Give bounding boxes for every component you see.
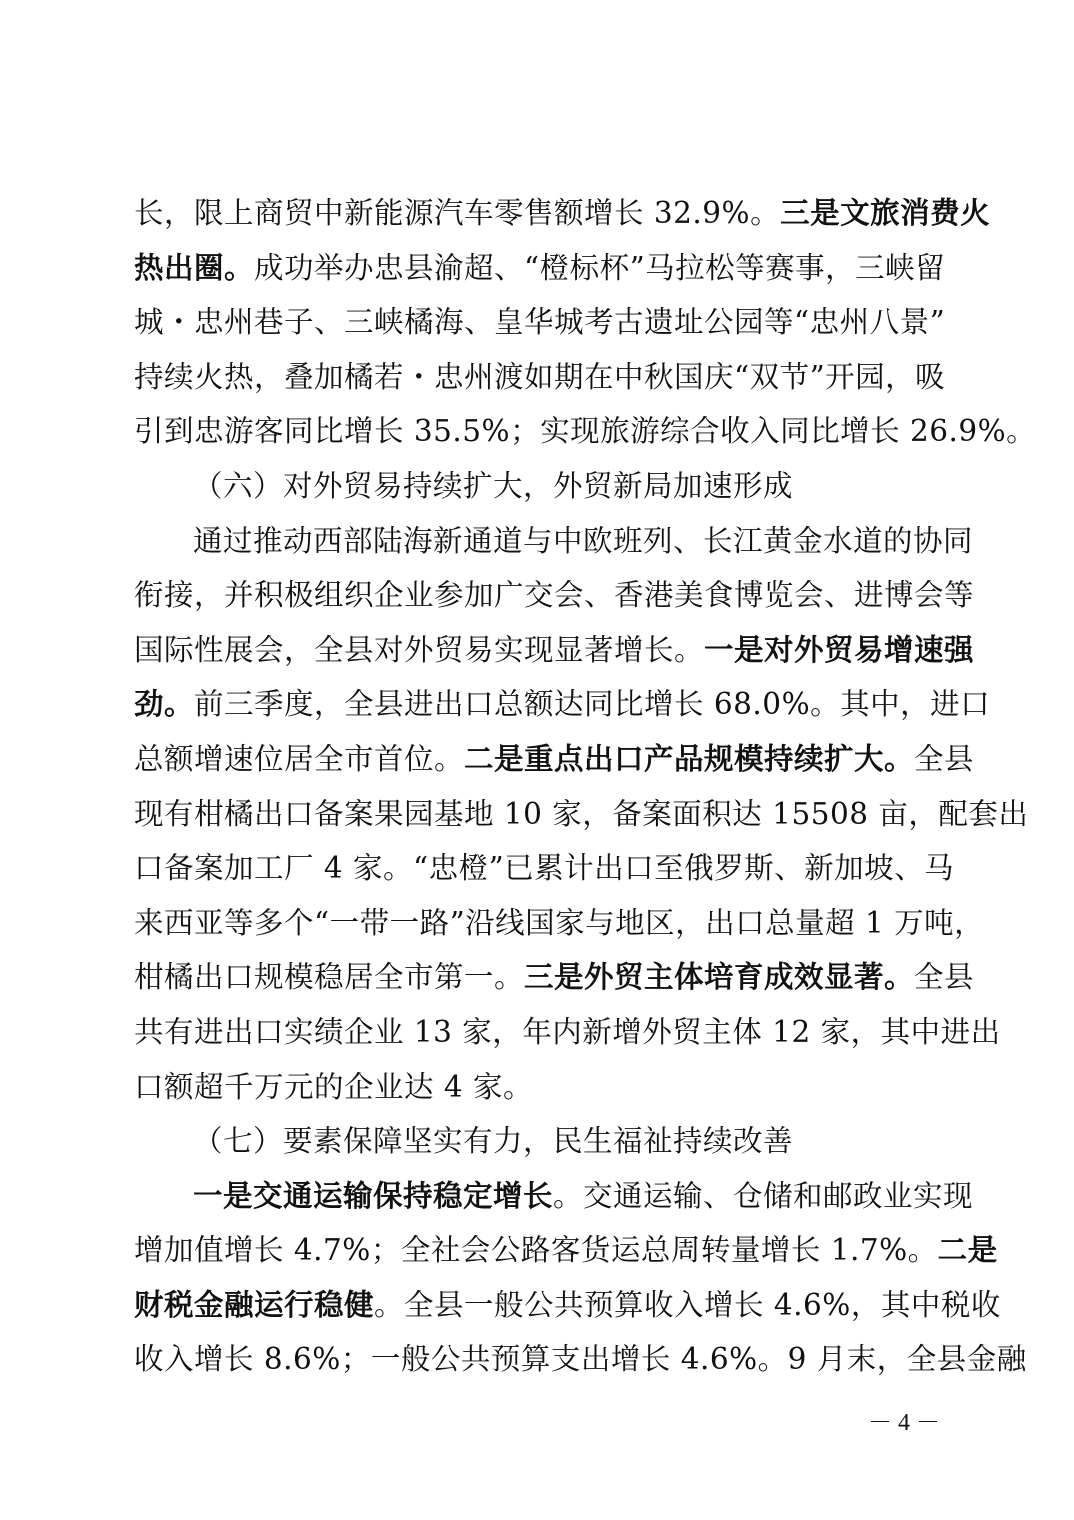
body-text	[134, 186, 1037, 1387]
paragraph-line	[134, 1278, 1001, 1333]
text: 持续火热，叠加橘若・忠州渡如期在中秋国庆“双节”开园，吸	[134, 359, 946, 394]
paragraph-line	[134, 295, 946, 350]
paragraph-line	[134, 732, 975, 787]
text: 增加值增长 4.7%；全社会公路客货运总周转量增长 1.7%。	[134, 1233, 938, 1268]
text: 通过推动西部陆海新通道与中欧班列、长江黄金水道的协同	[193, 523, 974, 558]
text: 引到忠游客同比增长 35.5%；实现旅游综合收入同比增长 26.9%。	[134, 414, 1037, 449]
bold-text: 三是外贸主体培育成效显著。	[524, 959, 915, 995]
paragraph-line	[134, 514, 974, 569]
text: 共有进出口实绩企业 13 家，年内新增外贸主体 12 家，其中进出	[134, 1014, 1001, 1049]
text: 总额增速位居全市首位。	[134, 741, 465, 776]
bold-text: 一是交通运输保持稳定增长	[193, 1177, 554, 1213]
paragraph-line	[134, 350, 946, 405]
text: 现有柑橘出口备案果园基地 10 家，备案面积达 15508 亩，配套出	[134, 796, 1029, 831]
paragraph-line	[134, 568, 975, 623]
bold-text: 财税金融运行稳健	[134, 1286, 375, 1322]
paragraph-line	[134, 896, 985, 951]
text: 衔接，并积极组织企业参加广交会、香港美食博览会、进博会等	[134, 578, 975, 613]
paragraph-line	[134, 787, 1029, 842]
bold-text: 二是重点出口产品规模持续扩大。	[464, 740, 915, 776]
paragraph-line	[134, 950, 975, 1005]
text: 前三季度，全县进出口总额达同比增长 68.0%。其中，进口	[194, 687, 991, 722]
paragraph-line	[134, 186, 991, 241]
bold-text: 热出圈。	[134, 249, 255, 285]
paragraph-line	[134, 677, 991, 732]
text: 口额超千万元的企业达 4 家。	[134, 1069, 534, 1104]
paragraph-line	[134, 1169, 974, 1224]
bold-text: 二是	[937, 1232, 998, 1268]
paragraph-line	[134, 841, 955, 896]
paragraph-line	[134, 1060, 942, 1115]
text: 长，限上商贸中新能源汽车零售额增长 32.9%。	[134, 196, 781, 230]
section-heading	[134, 1114, 942, 1169]
paragraph-line	[134, 404, 1037, 459]
bold-text: 劲。	[134, 686, 195, 722]
text: 国际性展会，全县对外贸易实现显著增长。	[134, 632, 705, 667]
paragraph-line	[134, 623, 975, 678]
page-number: － 4 －	[868, 1410, 940, 1436]
text: 。全县一般公共预算收入增长 4.6%，其中税收	[374, 1287, 1001, 1322]
paragraph-line	[134, 241, 946, 296]
text: 全县	[914, 960, 975, 995]
paragraph-line	[134, 1332, 1027, 1387]
text: （六）对外贸易持续扩大，外贸新局加速形成	[193, 468, 794, 503]
text: 柑橘出口规模稳居全市第一。	[134, 960, 525, 995]
section-heading	[134, 459, 942, 514]
text: 全县	[914, 741, 975, 776]
paragraph-line	[134, 1005, 1001, 1060]
text: 城・忠州巷子、三峡橘海、皇华城考古遗址公园等“忠州八景”	[134, 305, 946, 340]
bold-text: 三是文旅消费火	[780, 195, 991, 230]
text: 成功举办忠县渝超、“橙标杯”马拉松等赛事，三峡留	[254, 250, 946, 285]
paragraph-line	[134, 1223, 998, 1278]
text: （七）要素保障坚实有力，民生福祉持续改善	[193, 1124, 794, 1159]
text: 来西亚等多个“一带一路”沿线国家与地区，出口总量超 1 万吨，	[134, 905, 985, 940]
bold-text: 一是对外贸易增速强	[704, 631, 975, 667]
text: 。交通运输、仓储和邮政业实现	[553, 1178, 974, 1213]
text: 收入增长 8.6%；一般公共预算支出增长 4.6%。9 月末，全县金融	[134, 1342, 1027, 1377]
text: 口备案加工厂 4 家。“忠橙”已累计出口至俄罗斯、新加坡、马	[134, 851, 955, 886]
